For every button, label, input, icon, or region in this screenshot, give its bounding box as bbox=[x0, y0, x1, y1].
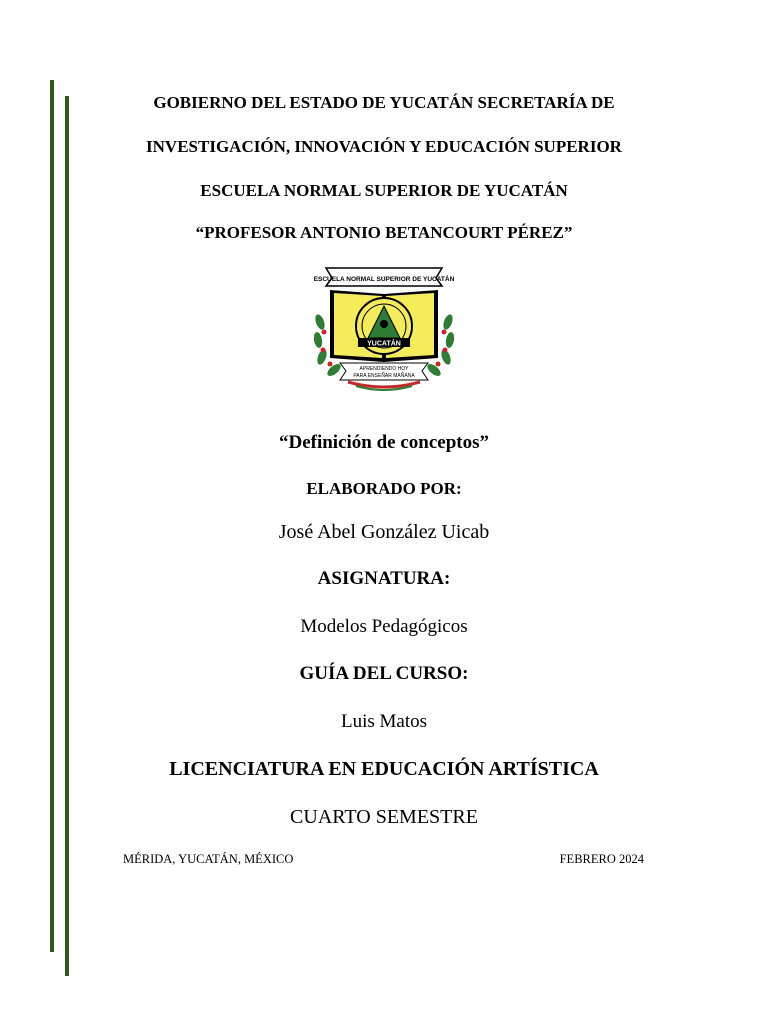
motto-line-2: PARA ENSEÑAR MAÑANA bbox=[353, 373, 415, 379]
footer-date: FEBRERO 2024 bbox=[559, 852, 644, 866]
footer-place: MÉRIDA, YUCATÁN, MÉXICO bbox=[123, 852, 294, 866]
author-label: ELABORADO POR: bbox=[306, 479, 462, 498]
subject-name: Modelos Pedagógicos bbox=[300, 616, 468, 637]
header-line-4: “PROFESOR ANTONIO BETANCOURT PÉREZ” bbox=[195, 223, 573, 242]
document-title: “Definición de conceptos” bbox=[278, 432, 490, 453]
school-logo bbox=[308, 262, 460, 392]
semester: CUARTO SEMESTRE bbox=[290, 806, 478, 828]
course-guide-name: Luis Matos bbox=[340, 711, 428, 732]
central-emblem bbox=[356, 298, 412, 354]
logo-banner-text: ESCUELA NORMAL SUPERIOR DE YUCATÁN bbox=[313, 276, 455, 283]
motto-scroll bbox=[340, 363, 428, 380]
author-name: José Abel González Uicab bbox=[278, 521, 490, 543]
emblem-text: YUCATÁN bbox=[367, 340, 401, 348]
degree-program: LICENCIATURA EN EDUCACIÓN ARTÍSTICA bbox=[169, 758, 599, 780]
header-line-3: ESCUELA NORMAL SUPERIOR DE YUCATÁN bbox=[200, 181, 568, 200]
course-guide-label: GUÍA DEL CURSO: bbox=[299, 663, 469, 684]
motto-line-1: APRENDIENDO HOY bbox=[359, 366, 409, 372]
logo-banner bbox=[314, 268, 455, 286]
subject-label: ASIGNATURA: bbox=[317, 568, 451, 589]
header-line-2: INVESTIGACIÓN, INNOVACIÓN Y EDUCACIÓN SUPERIOR bbox=[146, 137, 622, 156]
header-line-1: GOBIERNO DEL ESTADO DE YUCATÁN SECRETARÍA DE bbox=[153, 93, 615, 112]
